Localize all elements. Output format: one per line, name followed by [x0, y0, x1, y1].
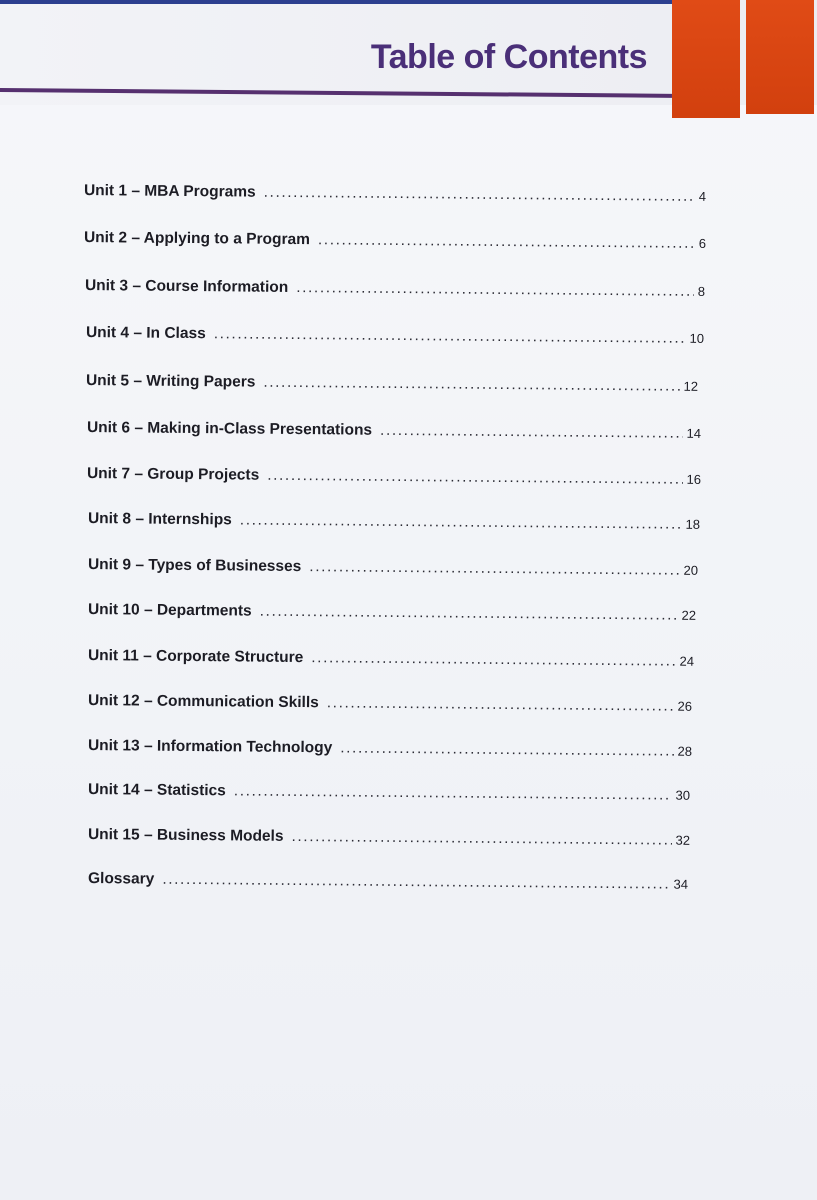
dot-leader [291, 828, 671, 850]
toc-entry-page: 26 [677, 698, 693, 714]
toc-entry-label: Glossary [87, 870, 155, 888]
toc-entry-page: 12 [683, 378, 699, 394]
toc-entry-label: Unit 5 – Writing Papers [85, 372, 256, 391]
toc-entry-label: Unit 10 – Departments [87, 601, 252, 620]
toc-entry[interactable] [87, 419, 701, 443]
toc-entry-page: 4 [698, 188, 707, 204]
toc-entry[interactable] [88, 826, 690, 850]
toc-entry-label: Unit 8 – Internships [87, 510, 232, 529]
toc-entry-label: Unit 12 – Communication Skills [87, 692, 319, 712]
toc-entry[interactable] [86, 324, 704, 348]
toc-entry-page: 24 [679, 653, 695, 669]
dot-leader [240, 511, 682, 533]
toc-entry[interactable] [84, 182, 706, 206]
toc-entry-page: 14 [686, 425, 702, 441]
toc-entry-page: 18 [685, 516, 701, 532]
toc-entry-label: Unit 1 – MBA Programs [83, 182, 256, 201]
toc-entry-page: 30 [675, 787, 691, 803]
toc-entry-page: 8 [697, 283, 706, 299]
toc-entry-label: Unit 14 – Statistics [87, 781, 226, 800]
toc-entry-label: Unit 4 – In Class [85, 324, 206, 343]
dot-leader [214, 325, 686, 348]
toc-entry[interactable] [88, 556, 698, 580]
toc-entry-label: Unit 11 – Corporate Structure [87, 647, 304, 667]
dot-leader [309, 558, 679, 580]
toc-entry-label: Unit 2 – Applying to a Program [83, 229, 311, 249]
dot-leader [311, 649, 675, 670]
toc-entry-page: 6 [698, 235, 707, 251]
toc-entry-page: 20 [683, 562, 699, 578]
toc-entry-page: 22 [681, 607, 697, 623]
toc-entry-label: Unit 3 – Course Information [84, 277, 289, 296]
dot-leader [296, 279, 694, 301]
toc-entry-page: 32 [675, 832, 691, 848]
dot-leader [340, 739, 673, 760]
dot-leader [260, 603, 678, 625]
dot-leader [318, 231, 695, 253]
toc-entry[interactable] [88, 870, 688, 894]
toc-entry-label: Unit 13 – Information Technology [87, 737, 333, 757]
toc-entry[interactable] [88, 781, 690, 805]
dot-leader [162, 871, 669, 894]
toc-entry-page: 16 [686, 471, 702, 487]
dot-leader [267, 467, 682, 489]
toc-entry-page: 34 [673, 876, 689, 892]
toc-entry-label: Unit 15 – Business Models [87, 826, 284, 845]
dot-leader [380, 422, 683, 443]
dot-leader [327, 694, 674, 715]
toc-entry[interactable] [84, 229, 706, 253]
toc-entry[interactable] [87, 465, 701, 489]
toc-entry[interactable] [88, 692, 692, 716]
toc-entry[interactable] [85, 277, 705, 301]
toc-entry-page: 10 [689, 330, 705, 346]
page-title: Table of Contents [370, 38, 647, 76]
toc-entry-label: Unit 7 – Group Projects [86, 465, 260, 484]
toc-entry[interactable] [88, 510, 700, 534]
toc-entry[interactable] [88, 601, 696, 625]
toc-entry-label: Unit 6 – Making in-Class Presentations [86, 419, 373, 439]
toc-entry-page: 28 [677, 743, 693, 759]
toc-entry[interactable] [86, 372, 698, 396]
toc-entry[interactable] [88, 737, 692, 761]
dot-leader [263, 374, 679, 396]
dot-leader [234, 782, 672, 804]
dot-leader [264, 184, 695, 206]
toc-entry-label: Unit 9 – Types of Businesses [87, 556, 302, 576]
toc-entry[interactable] [88, 647, 694, 671]
